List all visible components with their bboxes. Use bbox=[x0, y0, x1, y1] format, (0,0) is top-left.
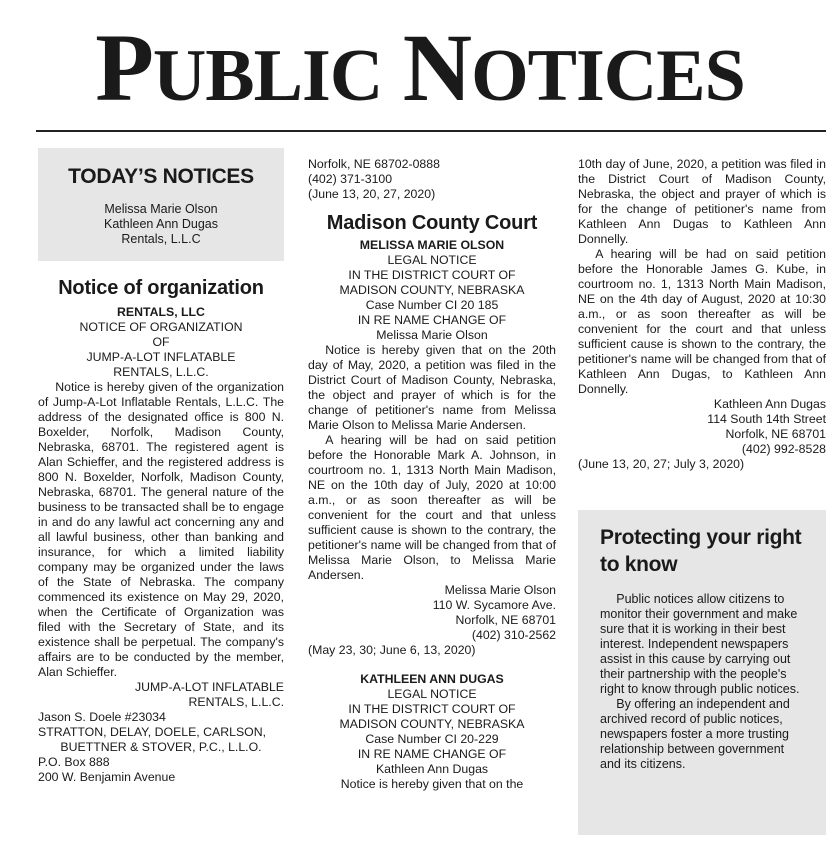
olson-notice-sub: IN RE NAME CHANGE OF bbox=[357, 313, 507, 327]
continued-address-line: (402) 371-3100 bbox=[308, 172, 393, 186]
dugas-notice-sub: IN THE DISTRICT COURT OF bbox=[348, 702, 516, 716]
dugas-notice-sub: Kathleen Ann Dugas bbox=[375, 762, 489, 776]
todays-notice-item: Melissa Marie Olson bbox=[104, 202, 218, 216]
dugas-notice-sub: MADISON COUNTY, NEBRASKA bbox=[339, 717, 525, 731]
organization-notice-sub: JUMP-A-LOT INFLATABLE bbox=[86, 350, 236, 364]
olson-signature: Melissa Marie Olson bbox=[444, 583, 556, 597]
olson-signature: Norfolk, NE 68701 bbox=[455, 613, 556, 627]
page-title: PUBLIC NOTICES bbox=[95, 14, 745, 121]
olson-publication-dates: (May 23, 30; June 6, 13, 2020) bbox=[308, 643, 476, 657]
dugas-notice-sub: LEGAL NOTICE bbox=[387, 687, 477, 701]
organization-footer-line: Jason S. Doele #23034 bbox=[38, 710, 166, 724]
continued-address-line: Norfolk, NE 68702-0888 bbox=[308, 157, 440, 171]
column-1 bbox=[38, 148, 284, 785]
organization-notice-title: Notice of organization bbox=[58, 277, 264, 299]
dugas-notice-paragraph-start: Notice is hereby given that on the bbox=[340, 777, 524, 791]
olson-notice-sub: MADISON COUNTY, NEBRASKA bbox=[339, 283, 525, 297]
organization-footer-line: P.O. Box 888 bbox=[38, 755, 110, 769]
organization-signature: JUMP-A-LOT INFLATABLE bbox=[135, 680, 284, 694]
organization-footer-line: BUETTNER & STOVER, P.C., L.L.O. bbox=[60, 740, 262, 754]
dugas-signature: 114 South 14th Street bbox=[707, 412, 826, 426]
dugas-notice-sub: IN RE NAME CHANGE OF bbox=[357, 747, 507, 761]
right-to-know-body bbox=[600, 592, 800, 772]
court-section-title: Madison County Court bbox=[326, 212, 538, 234]
organization-notice-body: Notice is hereby given of the organization of Jump-A-Lot Inflatable Rentals, L.L.C. The address of the designated office is 800 N. Boxelder, Norfolk, Madison County, Nebraska, 68701. The registered agent is Alan Schieffer, and the registered address is 800 N. Boxelder, Norfolk, Madison County, Nebraska, 68701. The general nature of the business to be transacted shall be to engage in and do any lawful act concerning any and all lawful business, other than banking and insurance, for which a limited liability company may be organized under the laws of the State of Nebraska. The company commenced its existence on May 29, 2020, when the Certificate of Organization was filed with the Secretary of State, and its existence shall be perpetual. The company's affairs are to be conducted by the member, Alan Schieffer. bbox=[38, 380, 284, 679]
organization-notice-head: RENTALS, LLC bbox=[117, 305, 205, 319]
right-to-know-box bbox=[578, 510, 826, 835]
todays-notices-title: TODAY’S NOTICES bbox=[68, 165, 254, 188]
right-to-know-paragraph: Public notices allow citizens to monitor their government and make sure that it is working in their best interest. Independent newspapers assist in this cause by carrying out their partnership with the people's right to know through public notices. bbox=[600, 592, 800, 696]
olson-signature: 110 W. Sycamore Ave. bbox=[432, 598, 556, 612]
todays-notice-item: Kathleen Ann Dugas bbox=[104, 217, 218, 231]
olson-notice-sub: Melissa Marie Olson bbox=[376, 328, 488, 342]
organization-notice-sub: NOTICE OF ORGANIZATION bbox=[79, 320, 243, 334]
olson-notice-sub: LEGAL NOTICE bbox=[387, 253, 477, 267]
olson-signature: (402) 310-2562 bbox=[471, 628, 556, 642]
right-to-know-title: Protecting your right to know bbox=[600, 526, 802, 576]
column-3 bbox=[578, 157, 826, 472]
dugas-notice-paragraph-continued: 10th day of June, 2020, a petition was filed in the District Court of Madison County, Nebraska, the object and prayer of which is for the change of petitioner's name from Kathleen Ann Dugas to Kathleen Ann Donnelly. bbox=[578, 157, 826, 246]
right-to-know-paragraph: By offering an independent and archived record of public notices, newspapers foster a more trusting relationship between government and its citizens. bbox=[600, 697, 790, 771]
column-2 bbox=[308, 157, 556, 792]
masthead-rule bbox=[36, 130, 826, 132]
dugas-notice-paragraph: A hearing will be had on said petition before the Honorable James G. Kube, in courtroom no. 1, 1313 North Main Madison, NE on the 4th day of August, 2020 at 10:30 a.m., or as soon thereafter as will be convenient for the court and that unless sufficient cause is shown to the contrary, the petitioner's name will be changed from that of Kathleen Ann Dugas, to Kathleen Ann Donnelly. bbox=[578, 247, 826, 396]
dugas-signature: Norfolk, NE 68701 bbox=[725, 427, 826, 441]
organization-notice-sub: RENTALS, L.L.C. bbox=[113, 365, 209, 379]
dugas-notice-sub: Case Number CI 20-229 bbox=[365, 732, 499, 746]
todays-notices-box bbox=[38, 148, 284, 261]
organization-footer-line: STRATTON, DELAY, DOELE, CARLSON, bbox=[38, 725, 267, 739]
organization-footer-line: 200 W. Benjamin Avenue bbox=[38, 770, 176, 784]
organization-signature: RENTALS, L.L.C. bbox=[188, 695, 284, 709]
dugas-signature: (402) 992-8528 bbox=[741, 442, 826, 456]
olson-notice-sub: IN THE DISTRICT COURT OF bbox=[348, 268, 516, 282]
olson-notice-head: MELISSA MARIE OLSON bbox=[359, 238, 505, 252]
dugas-publication-dates: (June 13, 20, 27; July 3, 2020) bbox=[578, 457, 745, 471]
olson-notice-paragraph: Notice is hereby given that on the 20th day of May, 2020, a petition was filed in the District Court of Madison County, Nebraska, the object and prayer of which is for the change of petitioner's name from Melissa Marie Olson to Melissa Marie Andersen. bbox=[308, 343, 556, 432]
continued-publication-dates: (June 13, 20, 27, 2020) bbox=[308, 187, 436, 201]
dugas-notice-head: KATHLEEN ANN DUGAS bbox=[360, 672, 504, 686]
olson-notice-paragraph: A hearing will be had on said petition before the Honorable Mark A. Johnson, in courtroom no. 1, 1313 North Main Madison, NE on the 10th day of July, 2020 at 10:00 a.m., or as soon thereafter as will be convenient for the court and that unless sufficient cause is shown to the contrary, the petitioner's name will be changed from that of Melissa Marie Olson, to Melissa Marie Andersen. bbox=[308, 433, 556, 582]
todays-notice-item: Rentals, L.L.C bbox=[121, 232, 201, 246]
olson-notice-sub: Case Number CI 20 185 bbox=[365, 298, 499, 312]
dugas-signature: Kathleen Ann Dugas bbox=[713, 397, 826, 411]
organization-notice-sub: OF bbox=[152, 335, 170, 349]
